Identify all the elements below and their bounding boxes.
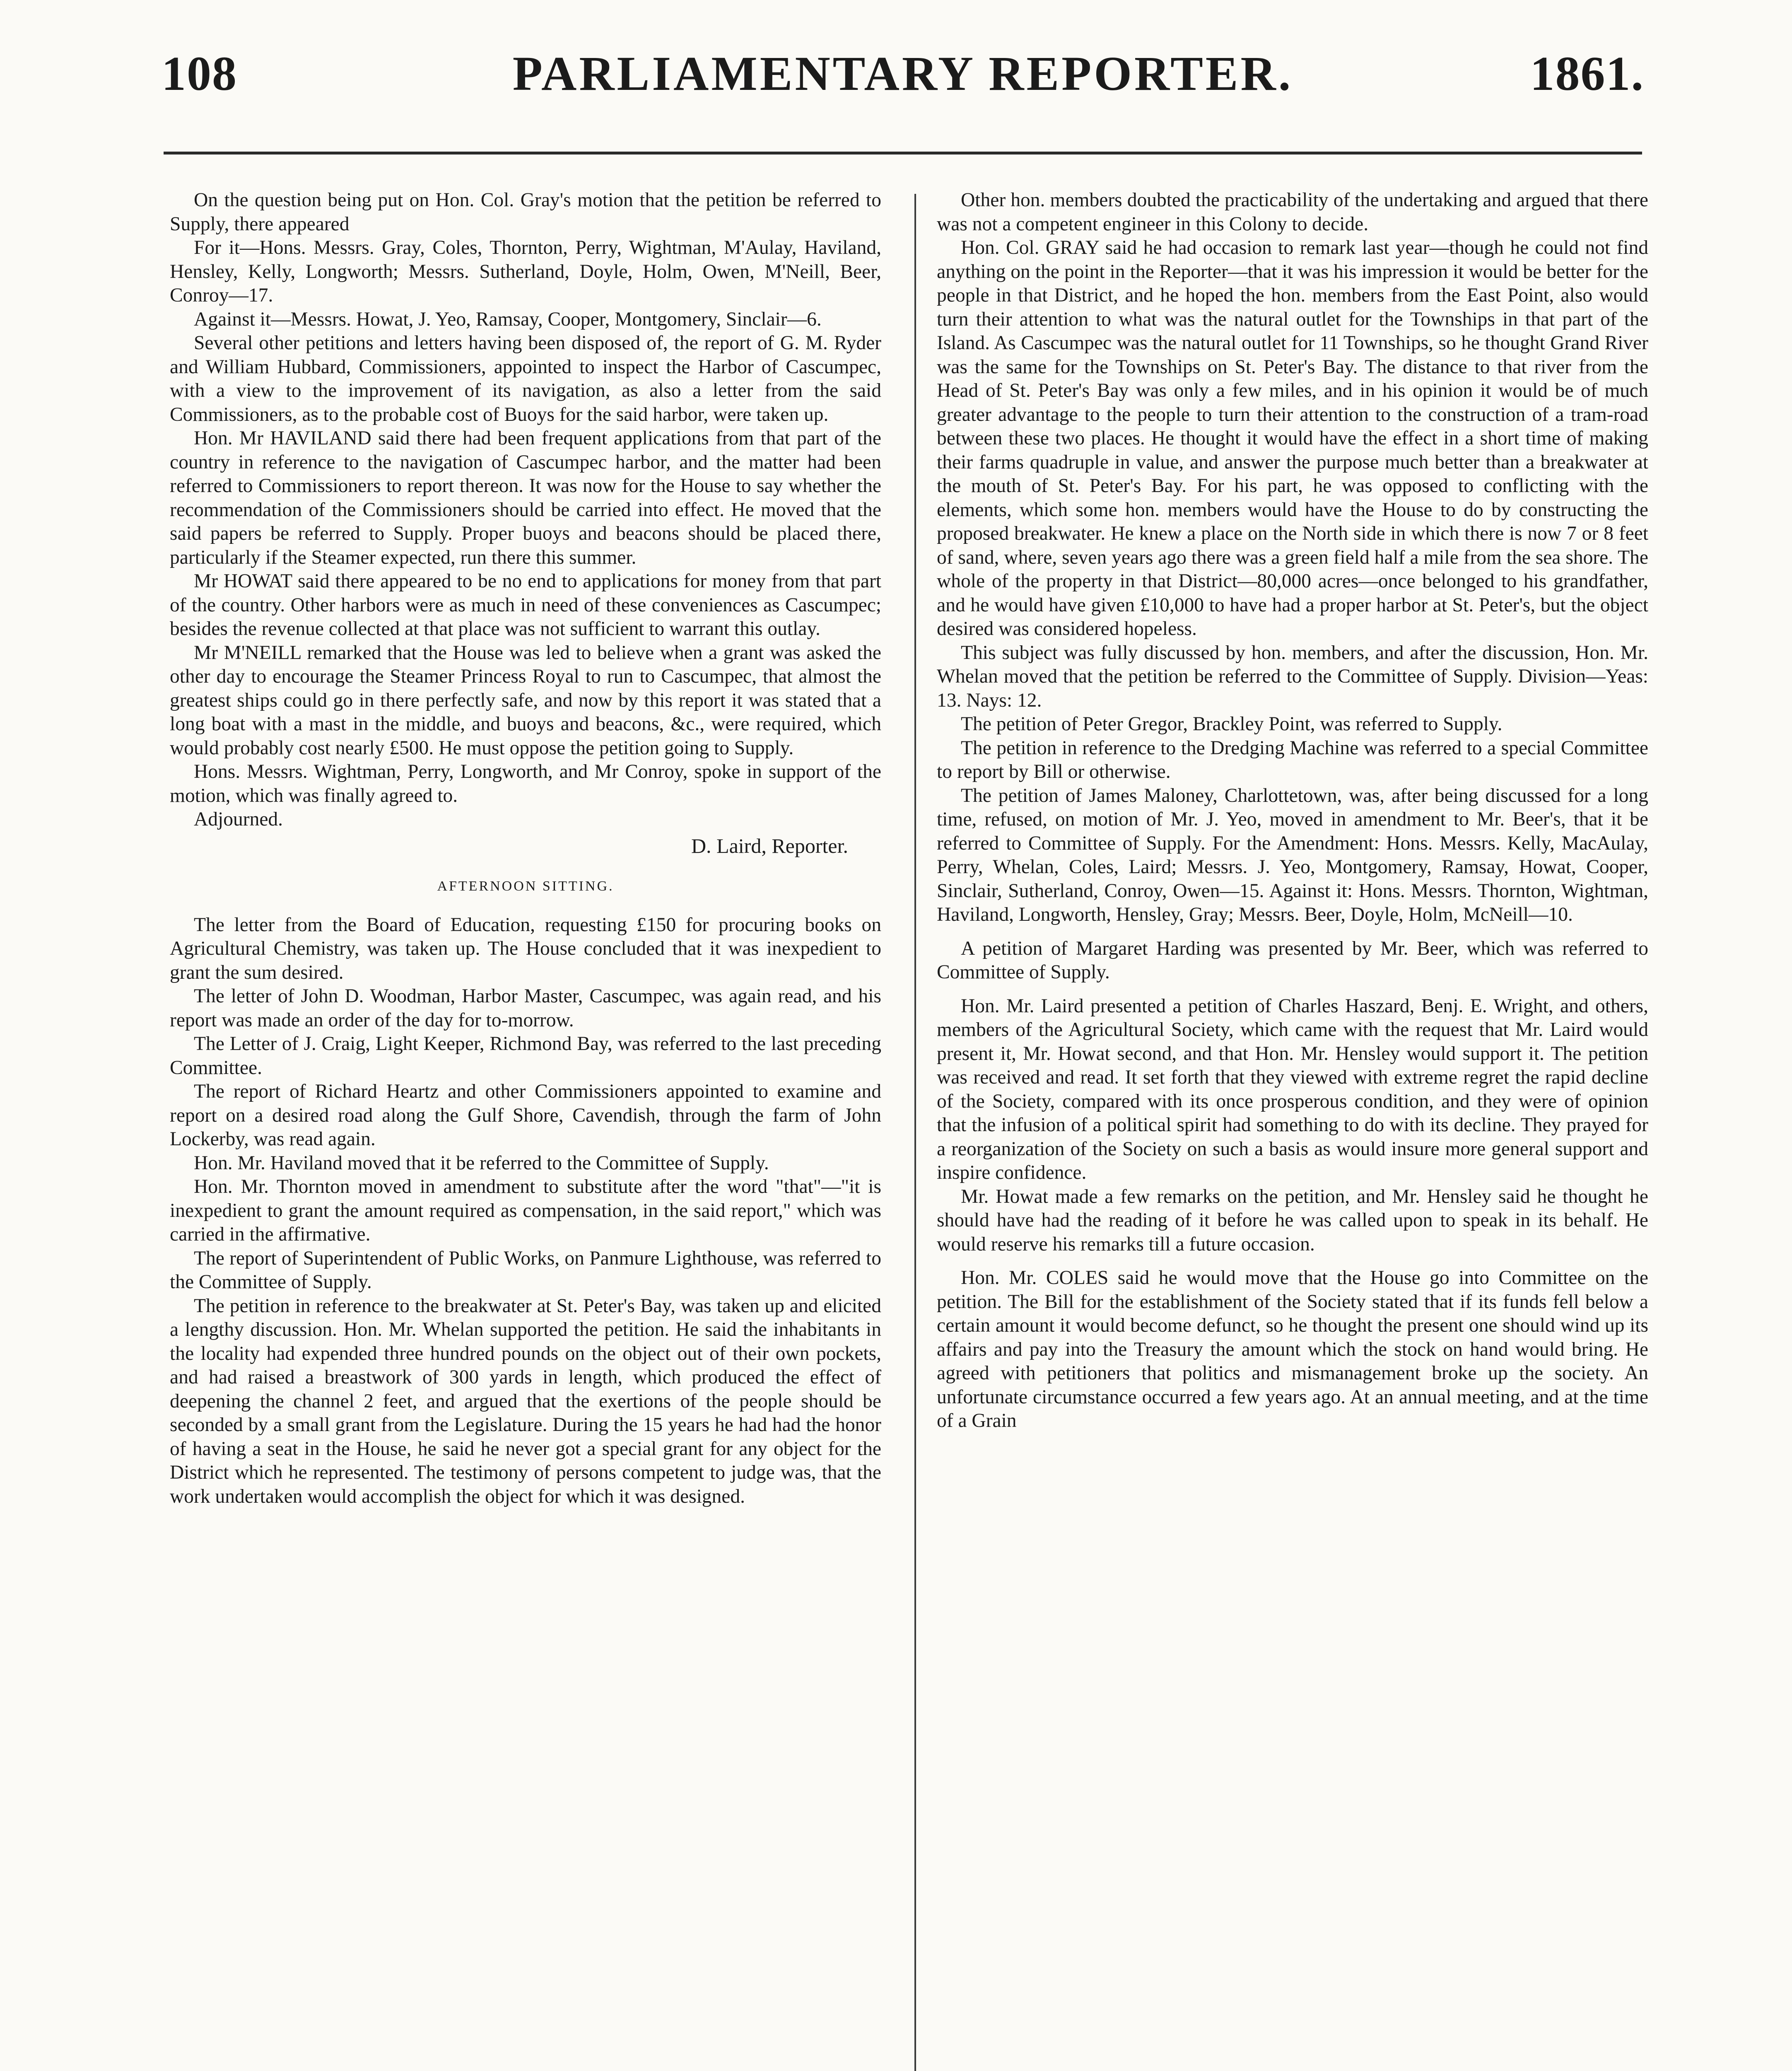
page-header [162,46,1644,116]
paragraph: Mr M'NEILL remarked that the House was led to believe when a grant was asked the other day to encourage the Steamer Princess Royal to run to Cascumpec, that almost the greatest ships could go in there perfectly safe, and now by this report it was stated that a long boat with a mast in the middle, and buoys and beacons, &c., were required, which would probably cost nearly £500. He must oppose the petition going to Supply. [170,642,881,759]
paragraph: Hon. Mr. COLES said he would move that the House go into Committee on the petition. The Bill for the establishment of the Society stated that if its funds fell below a certain amount it would become defunct, so he thought the present one should wind up its affairs and pay into the Treasury the amount which the stock on hand would bring. He agreed with petitioners that politics and mismanagement broke up the society. An unfortunate circumstance occurred a few years ago. At an annual meeting, and at the time of a Grain [937,1267,1648,1431]
paragraph: The report of Superintendent of Public Works, on Panmure Lighthouse, was referred to the Committee of Supply. [170,1247,881,1293]
paragraph: The petition of James Maloney, Charlottetown, was, after being discussed for a long time, refused, on motion of Mr. J. Yeo, moved in amendment to Mr. Beer's, that it be referred to Committee of Supply. For the Amendment: Hons. Messrs. Kelly, MacAulay, Perry, Whelan, Coles, Laird; Messrs. J. Yeo, Montgomery, Ramsay, Howat, Cooper, Sinclair, Sutherland, Conroy, Owen—15. Against it: Hons. Messrs. Thornton, Wightman, Haviland, Longworth, Hensley, Gray; Messrs. Beer, Doyle, Holm, McNeill—10. [937,784,1648,925]
paragraph: A petition of Margaret Harding was presented by Mr. Beer, which was referred to Committee of Supply. [937,937,1648,983]
right-column [937,188,1648,1433]
left-column [170,188,881,1509]
paragraph: Against it—Messrs. Howat, J. Yeo, Ramsay, Cooper, Montgomery, Sinclair—6. [194,308,822,330]
paragraph: This subject was fully discussed by hon. members, and after the discussion, Hon. Mr. Whelan moved that the petition be referred to the Committee of Supply. Division—Yeas: 13. Nays: 12. [937,642,1648,711]
header-rule [164,152,1642,154]
paragraph: Mr. Howat made a few remarks on the petition, and Mr. Hensley said he thought he should have had the reading of it before he was called upon to speak in its behalf. He would reserve his remarks till a future occasion. [937,1185,1648,1255]
paragraph: The petition in reference to the Dredging Machine was referred to a special Committee to report by Bill or otherwise. [937,737,1648,782]
paragraph: Hon. Col. GRAY said he had occasion to remark last year—though he could not find anything on the point in the Reporter—that it was his impression it would be better for the people in that District, and he hoped the hon. members from the East Point, also would turn their attention to what was the natural outlet for the Townships in that part of the Island. As Cascumpec was the natural outlet for 11 Townships, so he thought Grand River was the same for the Townships on St. Peter's Bay. The distance to that river from the Head of St. Peter's Bay was only a few miles, and in his opinion it would be of much greater advantage to the people to turn their attention to the construction of a tram-road between these two places. He thought it would have the effect in a short time of making their farms quadruple in value, and answer the purpose much better than a breakwater at the mouth of St. Peter's Bay. For his part, he was opposed to conflicting with the elements, which some hon. members would have the House to do by constructing the proposed breakwater. He knew a place on the North side in which there is now 7 or 8 feet of sand, where, seven years ago there was a green field half a mile from the sea shore. The whole of the property in that District—80,000 acres—once belonged to his grandfather, and he would have given £10,000 to have had a proper harbor at St. Peter's, but the object desired was considered hopeless. [937,237,1648,640]
section-heading: AFTERNOON SITTING. [437,879,614,894]
paragraph: The letter of John D. Woodman, Harbor Master, Cascumpec, was again read, and his report was made an order of the day for to-morrow. [170,985,881,1031]
reporter-signature: D. Laird, Reporter. [691,834,848,857]
paragraph: The Letter of J. Craig, Light Keeper, Richmond Bay, was referred to the last preceding Committee. [170,1033,881,1079]
paragraph: The report of Richard Heartz and other Commissioners appointed to examine and report on a desired road along the Gulf Shore, Cavendish, through the farm of John Lockerby, was read again. [170,1081,881,1150]
paragraph: The petition in reference to the breakwater at St. Peter's Bay, was taken up and elicited a lengthy discussion. Hon. Mr. Whelan supported the petition. He said the inhabitants in the locality had expended three hundred pounds on the object out of their own pockets, and had raised a breastwork of 300 yards in length, which produced the effect of deepening the channel 2 feet, and argued that the exertions of the people should be seconded by a small grant from the Legislature. During the 15 years he had had the honor of having a seat in the House, he said he never got a special grant for any object for the District which he represented. The testimony of persons competent to judge was, that the work undertaken would accomplish the object for which it was designed. [170,1295,881,1507]
paragraph: Other hon. members doubted the practicability of the undertaking and argued that there was not a competent engineer in this Colony to decide. [937,189,1648,235]
paragraph: Hon. Mr. Laird presented a petition of Charles Haszard, Benj. E. Wright, and others, members of the Agricultural Society, which came with the request that Mr. Laird would present it, Mr. Howat second, and that Hon. Mr. Hensley would support it. The petition was received and read. It set forth that they viewed with extreme regret the rapid decline of the Society, compared with its once prosperous condition, and they were of opinion that the infusion of a political spirit had something to do with its decline. They prayed for a reorganization of the Society on such a basis as would insure more general support and inspire confidence. [937,995,1648,1183]
paragraph: Several other petitions and letters having been disposed of, the report of G. M. Ryder and William Hubbard, Commissioners, appointed to inspect the Harbor of Cascumpec, with a view to the improvement of its navigation, as also a letter from the said Commissioners, as to the probable cost of Buoys for the said harbor, were taken up. [170,332,881,425]
paragraph: On the question being put on Hon. Col. Gray's motion that the petition be referred to Supply, there appeared [170,189,881,235]
year-label: 1861. [1530,46,1644,101]
paragraph: Hons. Messrs. Wightman, Perry, Longworth, and Mr Conroy, spoke in support of the motion, which was finally agreed to. [170,761,881,806]
paragraph: For it—Hons. Messrs. Gray, Coles, Thornton, Perry, Wightman, M'Aulay, Haviland, Hensley, Kelly, Longworth; Messrs. Sutherland, Doyle, Holm, Owen, M'Neill, Beer, Conroy—17. [170,237,881,306]
paragraph: Adjourned. [194,809,283,830]
running-title: PARLIAMENTARY REPORTER. [512,46,1293,101]
paragraph: Hon. Mr HAVILAND said there had been frequent applications from that part of the country in reference to the navigation of Cascumpec harbor, and the matter had been referred to Commissioners to report thereon. It was now for the House to say whether the recommendation of the Commissioners should be carried into effect. He moved that the said papers be referred to Supply. Proper buoys and beacons should be placed there, particularly if the Steamer expected, run there this summer. [170,427,881,568]
paragraph: Hon. Mr. Thornton moved in amendment to substitute after the word "that"—"it is inexpedient to grant the amount required as compensation, in the said report," which was carried in the affirmative. [170,1176,881,1245]
column-divider [914,194,916,2071]
paragraph: The letter from the Board of Education, requesting £150 for procuring books on Agricultural Chemistry, was taken up. The House concluded that it was inexpedient to grant the sum desired. [170,914,881,983]
paragraph: Hon. Mr. Haviland moved that it be referred to the Committee of Supply. [194,1152,769,1174]
paragraph: Mr HOWAT said there appeared to be no end to applications for money from that part of the country. Other harbors were as much in need of these conveniences as Cascumpec; besides the revenue collected at that place was not sufficient to warrant this outlay. [170,570,881,640]
paragraph: The petition of Peter Gregor, Brackley Point, was referred to Supply. [961,713,1503,735]
page-number: 108 [162,46,237,101]
